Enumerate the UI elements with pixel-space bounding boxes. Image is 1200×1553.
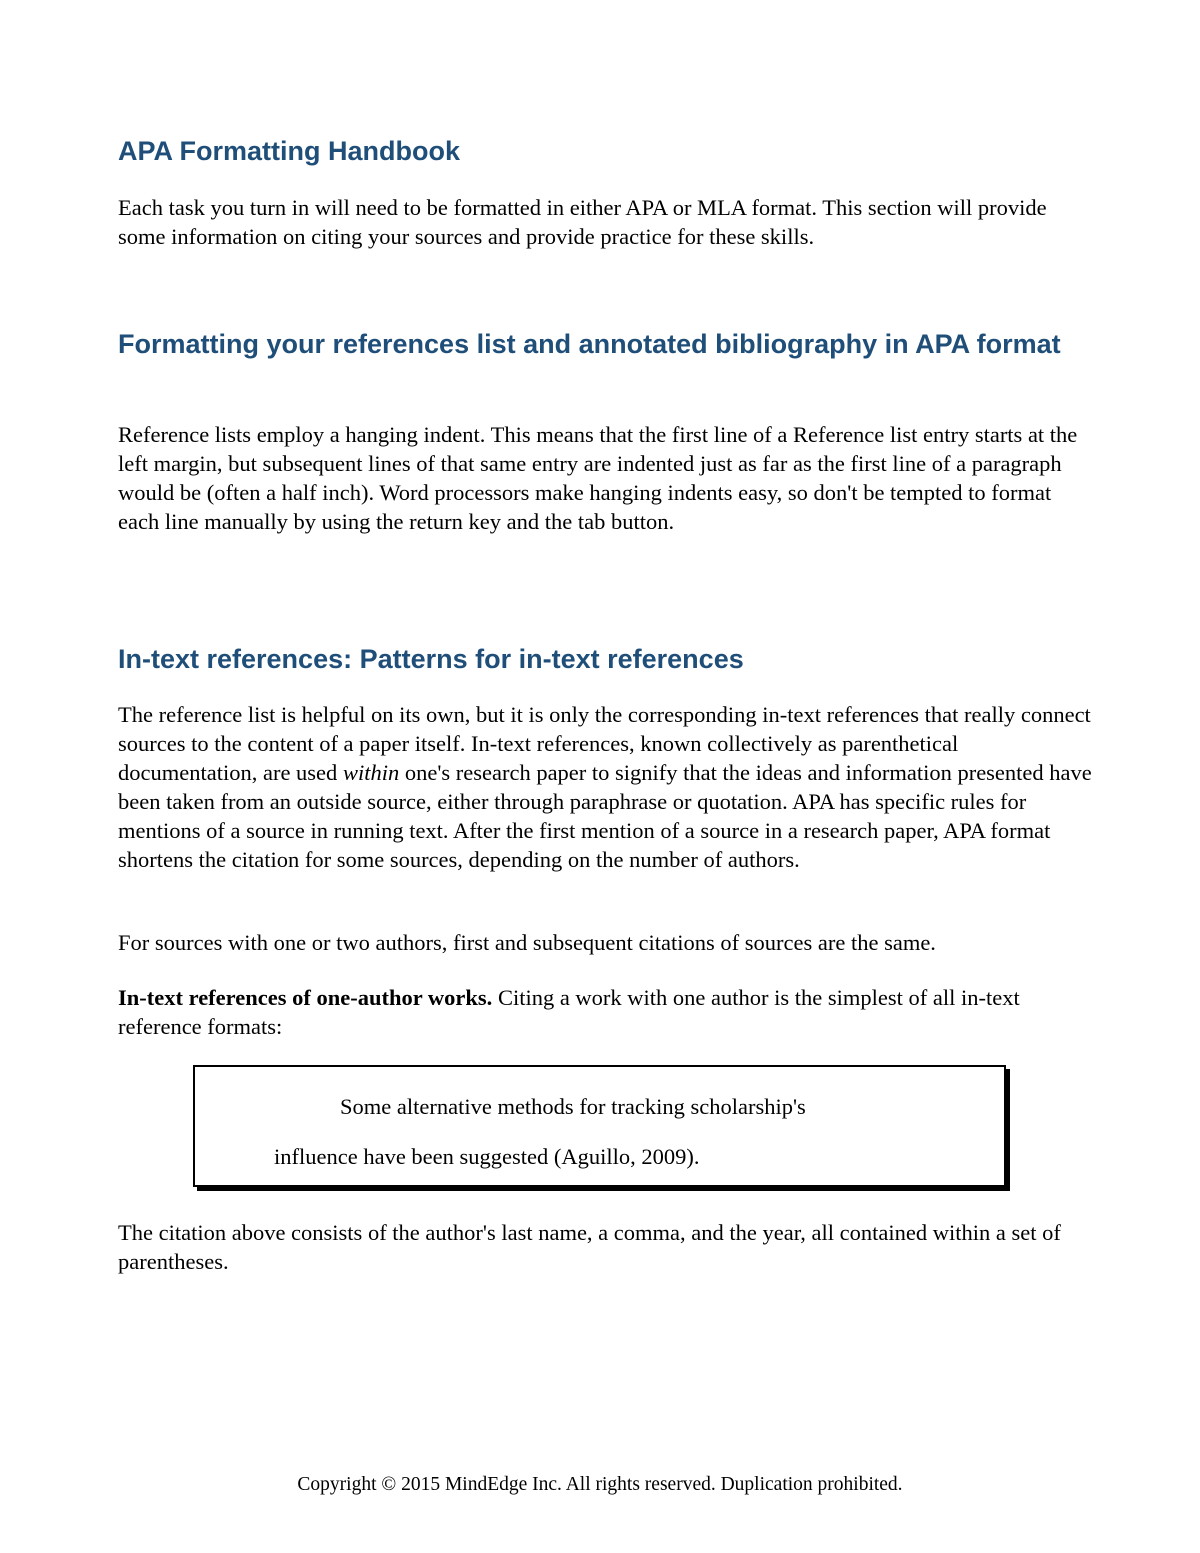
page-title: APA Formatting Handbook	[118, 136, 460, 166]
example-citation-box	[193, 1065, 1006, 1187]
copyright-footer: Copyright © 2015 MindEdge Inc. All rights reserved. Duplication prohibited.	[297, 1474, 903, 1495]
example-line-2: influence have been suggested (Aguillo, 2009).	[274, 1144, 700, 1169]
document-page	[118, 0, 1093, 1553]
intext-text-part1: The reference list is helpful on its own, but it is only the corresponding in-text references that really connect sources to the content of a paper itself. In-text references, known collectively as parenthetical documentation, are used	[118, 702, 1091, 785]
section-heading-intext: In-text references: Patterns for in-text references	[118, 644, 744, 674]
intext-paragraph	[118, 700, 1093, 874]
one-author-paragraph	[118, 983, 1093, 1041]
references-paragraph: Reference lists employ a hanging indent. This means that the first line of a Reference list entry starts at the left margin, but subsequent lines of that same entry are indented just as far as the first line of a paragraph would be (often a half inch). Word processors make hanging indents easy, so don't be tempted to format each line manually by using the return key and the tab button.	[118, 422, 1078, 534]
example-line-1: Some alternative methods for tracking scholarship's	[340, 1094, 806, 1119]
one-author-lead: In-text references of one-author works.	[118, 985, 493, 1010]
sources-note-paragraph: For sources with one or two authors, first and subsequent citations of sources are the same.	[118, 930, 936, 955]
section-heading-references: Formatting your references list and annotated bibliography in APA format	[118, 329, 1061, 359]
intext-emphasis: within	[342, 760, 400, 785]
intext-text-part2: one's research paper to signify that the ideas and information presented have been taken from an outside source, either through paraphrase or quotation. APA has specific rules for mentions of a source in running text. After the first mention of a source in a research paper, APA format shortens the citation for some sources, depending on the number of authors.	[118, 760, 1092, 872]
citation-note-paragraph: The citation above consists of the author's last name, a comma, and the year, all contained within a set of parentheses.	[118, 1220, 1061, 1274]
one-author-rest: Citing a work with one author is the simplest of all in-text reference formats:	[118, 985, 1020, 1039]
intro-paragraph: Each task you turn in will need to be formatted in either APA or MLA format. This section will provide some information on citing your sources and provide practice for these skills.	[118, 195, 1047, 249]
